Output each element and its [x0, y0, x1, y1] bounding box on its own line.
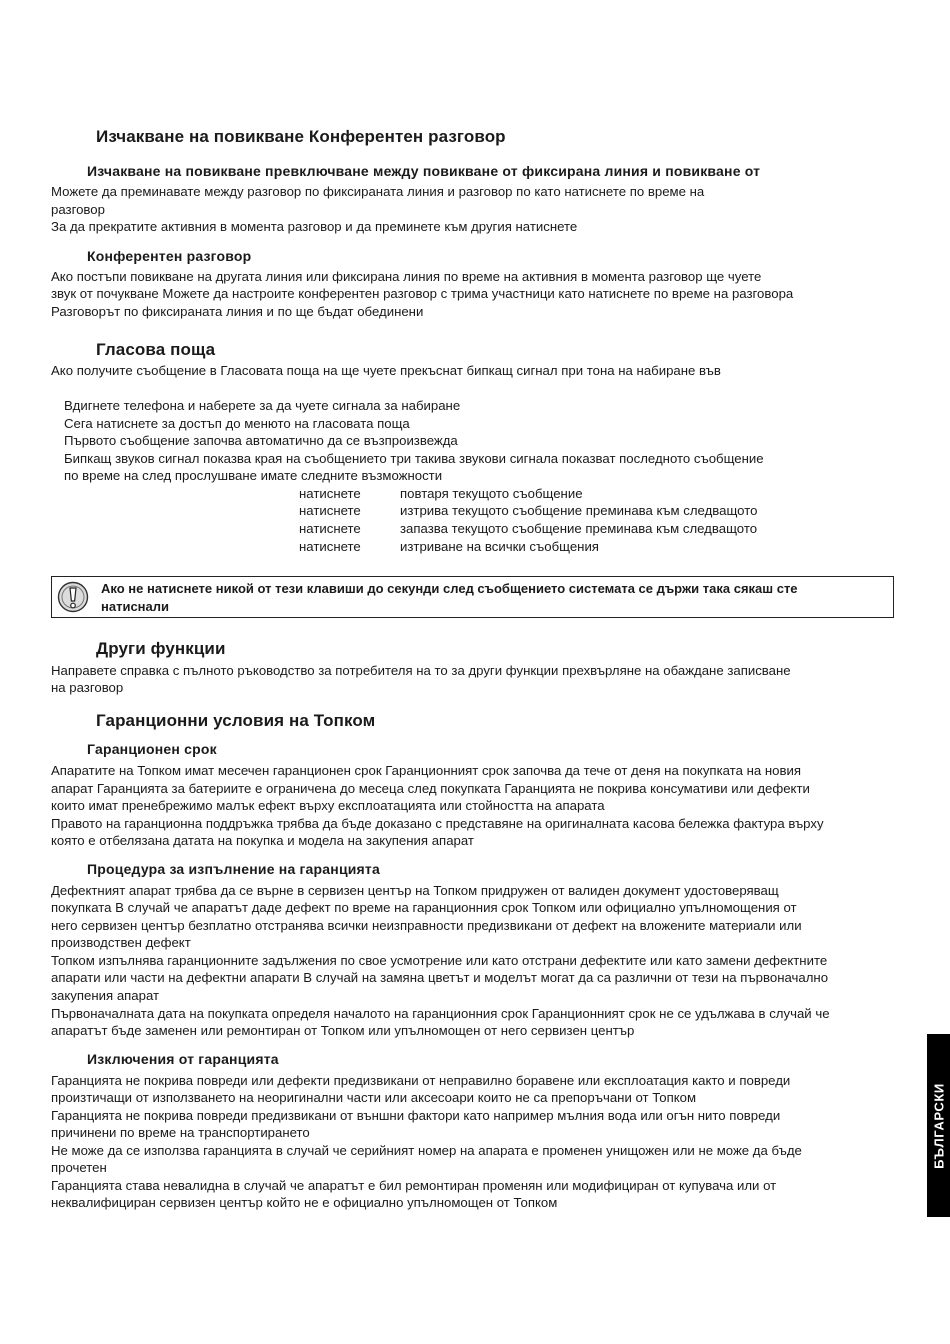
subtitle-warranty-procedure: Процедура за изпълнение на гаранцията: [87, 861, 380, 877]
step-item: Вдигнете телефона и наберете за да чуете сигнала за набиране: [64, 398, 461, 413]
paragraph-line: Не може да се използва гаранцията в случай че серийният номер на апарата е променен унищожен или не може да бъде: [51, 1143, 802, 1158]
option-key: натиснете: [299, 521, 361, 536]
paragraph-line: причинени по време на транспортирането: [51, 1125, 310, 1140]
paragraph-line: Правото на гаранционна поддръжка трябва да бъде доказано с представяне на оригиналната касова бележка фактура върху: [51, 816, 824, 831]
paragraph-line: Ако постъпи повикване на другата линия или фиксирана линия по време на активния в момента разговор ще чуете: [51, 269, 762, 284]
paragraph-line: Гаранцията не покрива повреди предизвикани от външни фактори като например мълния вода или огън нито повреди: [51, 1108, 781, 1123]
paragraph-line: произтичащи от използването на неоригинални части или аксесоари които не са препоръчани от Топком: [51, 1090, 697, 1105]
paragraph-line: Разговорът по фиксираната линия и по ще бъдат обединени: [51, 304, 424, 319]
paragraph-line: производствен дефект: [51, 935, 191, 950]
paragraph-line: Топком изпълнява гаранционните задължения по свое усмотрение или като отстрани дефектите или като замени дефектните: [51, 953, 828, 968]
paragraph-line: която е отбелязана датата на покупка и модела на закупения апарат: [51, 833, 474, 848]
option-key: натиснете: [299, 503, 361, 518]
option-key: натиснете: [299, 486, 361, 501]
subtitle-warranty-exclusions: Изключения от гаранцията: [87, 1051, 279, 1067]
section-title-call-waiting: Изчакване на повикване Конферентен разговор: [96, 127, 506, 146]
subtitle-call-waiting: Изчакване на повикване превключване между повикване от фиксирана линия и повикване от: [87, 163, 761, 179]
paragraph-line: него сервизен център безплатно отстранява всички неизправности предизвикани от дефект на вложените материали или: [51, 918, 802, 933]
section-title-voicemail: Гласова поща: [96, 340, 216, 359]
paragraph-line: апарати или части на дефектни апарати В случай на замяна цветът и моделът могат да са различни от тези на първоначално: [51, 970, 829, 985]
section-title-warranty: Гаранционни условия на Топком: [96, 711, 376, 730]
paragraph-line: звук от почукване Можете да настроите конферентен разговор с трима участници като натиснете по време на разговора: [51, 286, 794, 301]
option-desc: запазва текущото съобщение преминава към следващото: [400, 521, 758, 536]
paragraph-line: Гаранцията става невалидна в случай че апаратът е бил ремонтиран променян или модифициран от купувача или от: [51, 1178, 777, 1193]
section-title-other-functions: Други функции: [96, 639, 226, 658]
option-desc: изтрива текущото съобщение преминава към следващото: [400, 503, 758, 518]
step-item: Първото съобщение започва автоматично да се възпроизвежда: [64, 433, 458, 448]
option-key: натиснете: [299, 539, 361, 554]
subtitle-warranty-period: Гаранционен срок: [87, 741, 217, 757]
paragraph-line: Ако получите съобщение в Гласовата поща на ще чуете прекъснат бипкащ сигнал при тона на набиране във: [51, 363, 721, 378]
paragraph-line: Дефектният апарат трябва да се върне в сервизен център на Топком придружен от валиден документ удостоверяващ: [51, 883, 779, 898]
paragraph-line: прочетен: [51, 1160, 107, 1175]
step-item: по време на след прослушване имате следните възможности: [64, 468, 443, 483]
option-desc: изтриване на всички съобщения: [400, 539, 599, 554]
language-side-tab: [927, 1034, 950, 1217]
paragraph-line: разговор: [51, 202, 105, 217]
paragraph-line: Гаранцията не покрива повреди или дефекти предизвикани от неправилно боравене или експлоатация както и повреди: [51, 1073, 791, 1088]
paragraph-line: Направете справка с пълното ръководство за потребителя на то за други функции прехвърляне на обаждане записване: [51, 663, 791, 678]
note-text: натиснали: [101, 599, 170, 614]
paragraph-line: на разговор: [51, 680, 124, 695]
paragraph-line: За да прекратите активния в момента разговор и да преминете към другия натиснете: [51, 219, 578, 234]
paragraph-line: Апаратите на Топком имат месечен гаранционен срок Гаранционният срок започва да тече от деня на покупката на новия: [51, 763, 801, 778]
paragraph-line: Можете да преминавате между разговор по фиксираната линия и разговор по като натиснете по време на: [51, 184, 705, 199]
paragraph-line: покупката В случай че апаратът даде дефект по време на гаранционния срок Топком или официално упълномощения от: [51, 900, 797, 915]
step-item: Бипкащ звуков сигнал показва края на съобщението три такива звукови сигнала показват последното съобщение: [64, 451, 764, 466]
step-item: Сега натиснете за достъп до менюто на гласовата поща: [64, 416, 410, 431]
note-box: [51, 576, 894, 618]
warning-exclamation-icon: [57, 581, 89, 613]
paragraph-line: които имат пренебрежимо малък ефект върху експлоатацията или стойността на апарата: [51, 798, 605, 813]
subtitle-conference-call: Конферентен разговор: [87, 248, 252, 264]
paragraph-line: апаратът бъде заменен или ремонтиран от Топком или упълномощен от него сервизен център: [51, 1023, 635, 1038]
language-tab-label: БЪЛГАРСКИ: [931, 1082, 946, 1169]
paragraph-line: неквалифициран сервизен център който не е официално упълномощен от Топком: [51, 1195, 558, 1210]
paragraph-line: закупения апарат: [51, 988, 160, 1003]
paragraph-line: Първоначалната дата на покупката определя началото на гаранционния срок Гаранционният срок не се удължава в случай че: [51, 1006, 830, 1021]
option-desc: повтаря текущото съобщение: [400, 486, 583, 501]
paragraph-line: апарат Гаранцията за батериите е ограничена до месеца след покупката Гаранцията не покрива консумативи или дефекти: [51, 781, 810, 796]
note-text: Ако не натиснете никой от тези клавиши до секунди след съобщението системата се държи така сякаш сте: [101, 581, 798, 596]
